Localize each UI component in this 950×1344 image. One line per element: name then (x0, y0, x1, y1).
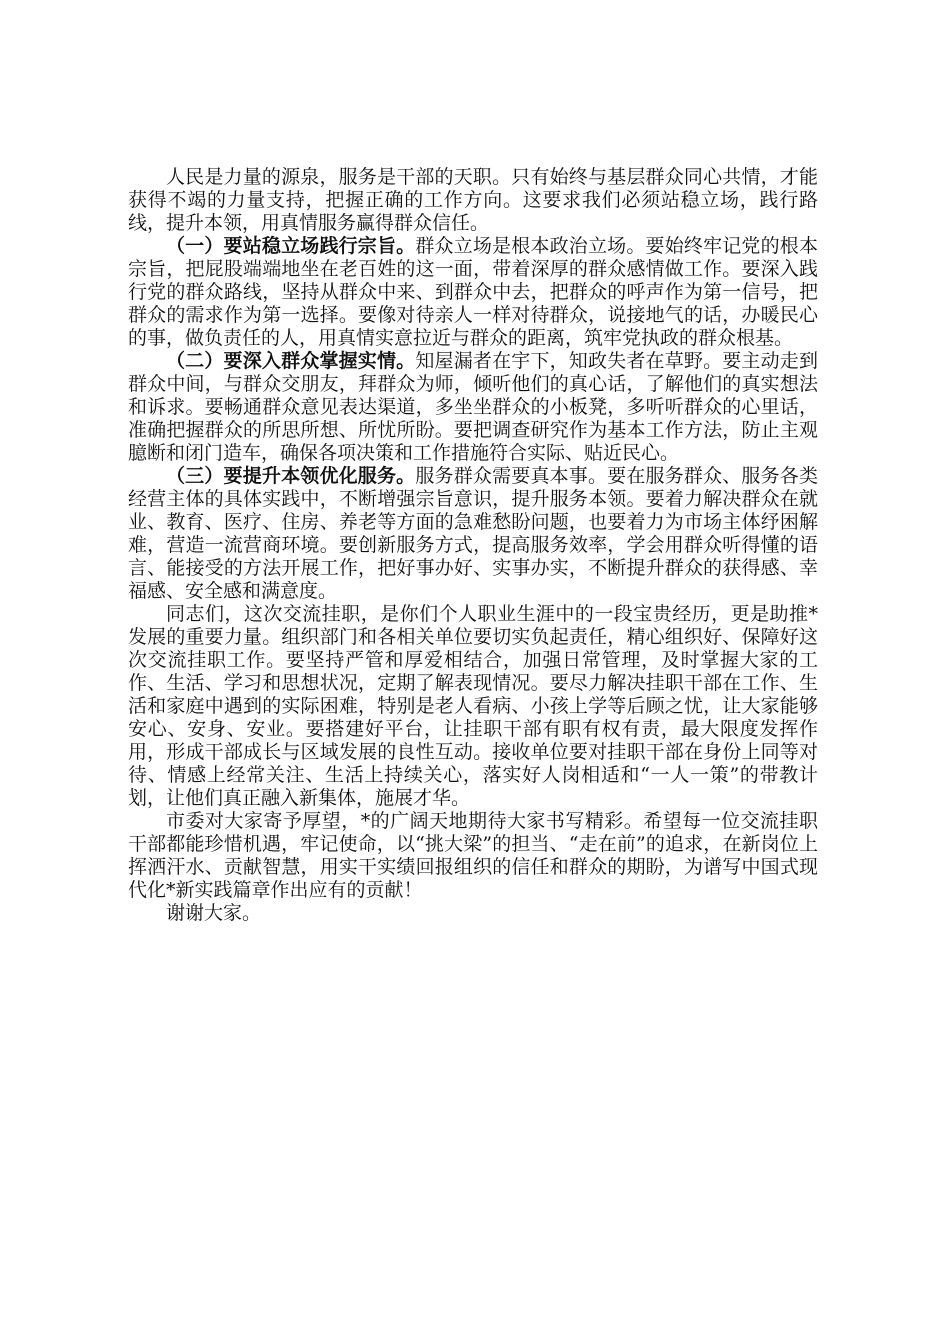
paragraph-closing (128, 902, 818, 925)
section-heading: （一）要站稳立场践行宗旨。 (166, 235, 416, 257)
section-heading: （三）要提升本领优化服务。 (166, 465, 416, 487)
paragraph-expectation (128, 810, 818, 902)
paragraph-text: 同志们，这次交流挂职，是你们个人职业生涯中的一段宝贵经历，更是助推*发展的重要力量。组织部门和各相关单位要切实负起责任，精心组织好、保障好这次交流挂职工作。要坚持严管和厚爱相结合，加强日常管理，及时掌握大家的工作、生活、学习和思想状况，定期了解表现情况。要尽力解决挂职干部在工作、生活和家庭中遇到的实际困难，特别是老人看病、小孩上学等后顾之忧，让大家能够安心、安身、安业。要搭建好平台，让挂职干部有职有权有责，最大限度发挥作用，形成干部成长与区域发展的良性互动。接收单位要对挂职干部在身份上同等对待、情感上经常关注、生活上持续关心，落实好人岗相适和“一人一策”的带教计划，让他们真正融入新集体，施展才华。 (128, 603, 818, 809)
paragraph-intro (128, 166, 818, 235)
paragraph-section-2 (128, 350, 818, 465)
section-heading: （二）要深入群众掌握实情。 (166, 350, 416, 372)
paragraph-text: 服务群众需要真本事。要在服务群众、服务各类经营主体的具体实践中，不断增强宗旨意识，提升服务本领。要着力解决群众在就业、教育、医疗、住房、养老等方面的急难愁盼问题，也要着力为市场主体纾困解难，营造一流营商环境。要创新服务方式，提高服务效率，学会用群众听得懂的语言、能接受的方法开展工作，把好事办好、实事办实，不断提升群众的获得感、幸福感、安全感和满意度。 (128, 465, 818, 602)
paragraph-text: 人民是力量的源泉，服务是干部的天职。只有始终与基层群众同心共情，才能获得不竭的力量支持，把握正确的工作方向。这要求我们必须站稳立场，践行路线，提升本领，用真情服务赢得群众信任。 (128, 166, 818, 234)
paragraph-section-3 (128, 465, 818, 603)
paragraph-text: 市委对大家寄予厚望，*的广阔天地期待大家书写精彩。希望每一位交流挂职干部都能珍惜机遇，牢记使命，以“挑大梁”的担当、“走在前”的追求，在新岗位上挥洒汗水、贡献智慧，用实干实绩回报组织的信任和群众的期盼，为谱写中国式现代化*新实践篇章作出应有的贡献！ (128, 810, 818, 901)
paragraph-text: 知屋漏者在宇下，知政失者在草野。要主动走到群众中间，与群众交朋友，拜群众为师，倾听他们的真心话，了解他们的真实想法和诉求。要畅通群众意见表达渠道，多坐坐群众的小板凳，多听听群众的心里话，准确把握群众的所思所想、所忧所盼。要把调查研究作为基本工作方法，防止主观臆断和闭门造车，确保各项决策和工作措施符合实际、贴近民心。 (128, 350, 818, 464)
paragraph-comrades (128, 603, 818, 810)
paragraph-section-1 (128, 235, 818, 350)
paragraph-text: 谢谢大家。 (166, 902, 262, 924)
document-body (128, 166, 818, 925)
paragraph-text: 群众立场是根本政治立场。要始终牢记党的根本宗旨，把屁股端端地坐在老百姓的这一面，带着深厚的群众感情做工作。要深入践行党的群众路线，坚持从群众中来、到群众中去，把群众的呼声作为第一信号，把群众的需求作为第一选择。要像对待亲人一样对待群众，说接地气的话，办暖民心的事，做负责任的人，用真情实意拉近与群众的距离，筑牢党执政的群众根基。 (128, 235, 818, 349)
